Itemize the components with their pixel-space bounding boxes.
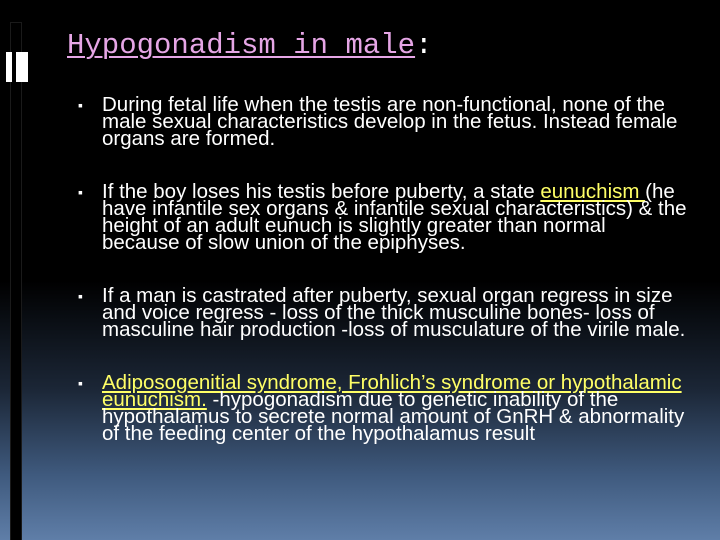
slide-title-colon: : bbox=[415, 29, 433, 62]
slide-title bbox=[67, 26, 432, 66]
square-bullet-icon: ▪ bbox=[78, 288, 83, 304]
frohlich-syndrome-link[interactable]: Adiposogenitial syndrome, Frohlich’s syndrome or hypothalamic eunuchism. bbox=[102, 371, 682, 411]
eunuchism-link[interactable]: eunuchism bbox=[540, 180, 646, 203]
bullet-text-pre: If the boy loses his testis before puberty, a state bbox=[102, 180, 541, 203]
bullet-text-post: -hypogonadism due to genetic inability of the hypothalamus to secrete normal amount of GnRH & abnormality of the feeding center of the hypothalamus result bbox=[102, 388, 685, 445]
bullet-text: During fetal life when the testis are non-functional, none of the male sexual characteristics develop in the fetus. Instead female organs are formed. bbox=[102, 93, 678, 150]
bullet-item-after-puberty bbox=[78, 284, 688, 341]
bullet-list bbox=[78, 93, 688, 478]
bullet-item-frohlich-syndrome bbox=[78, 371, 688, 445]
bullet-item-before-puberty bbox=[78, 180, 688, 254]
title-accent-bar-thin bbox=[6, 52, 12, 82]
left-border-decoration bbox=[10, 22, 22, 540]
bullet-text: If a man is castrated after puberty, sexual organ regress in size and voice regress - loss of the thick musculine bones- loss of masculine hair production -loss of musculature of the virile male. bbox=[102, 284, 686, 341]
square-bullet-icon: ▪ bbox=[78, 375, 83, 391]
square-bullet-icon: ▪ bbox=[78, 97, 83, 113]
title-accent-bar bbox=[16, 52, 28, 82]
bullet-text-post: (he have infantile sex organs & infantile sexual characteristics) & the height of an adult eunuch is slightly greater than normal because of slow union of the epiphyses. bbox=[102, 180, 687, 254]
square-bullet-icon: ▪ bbox=[78, 184, 83, 200]
slide-title-text: Hypogonadism in male bbox=[67, 29, 416, 62]
top-border-decoration bbox=[0, 0, 720, 6]
bullet-item-fetal-life bbox=[78, 93, 688, 150]
